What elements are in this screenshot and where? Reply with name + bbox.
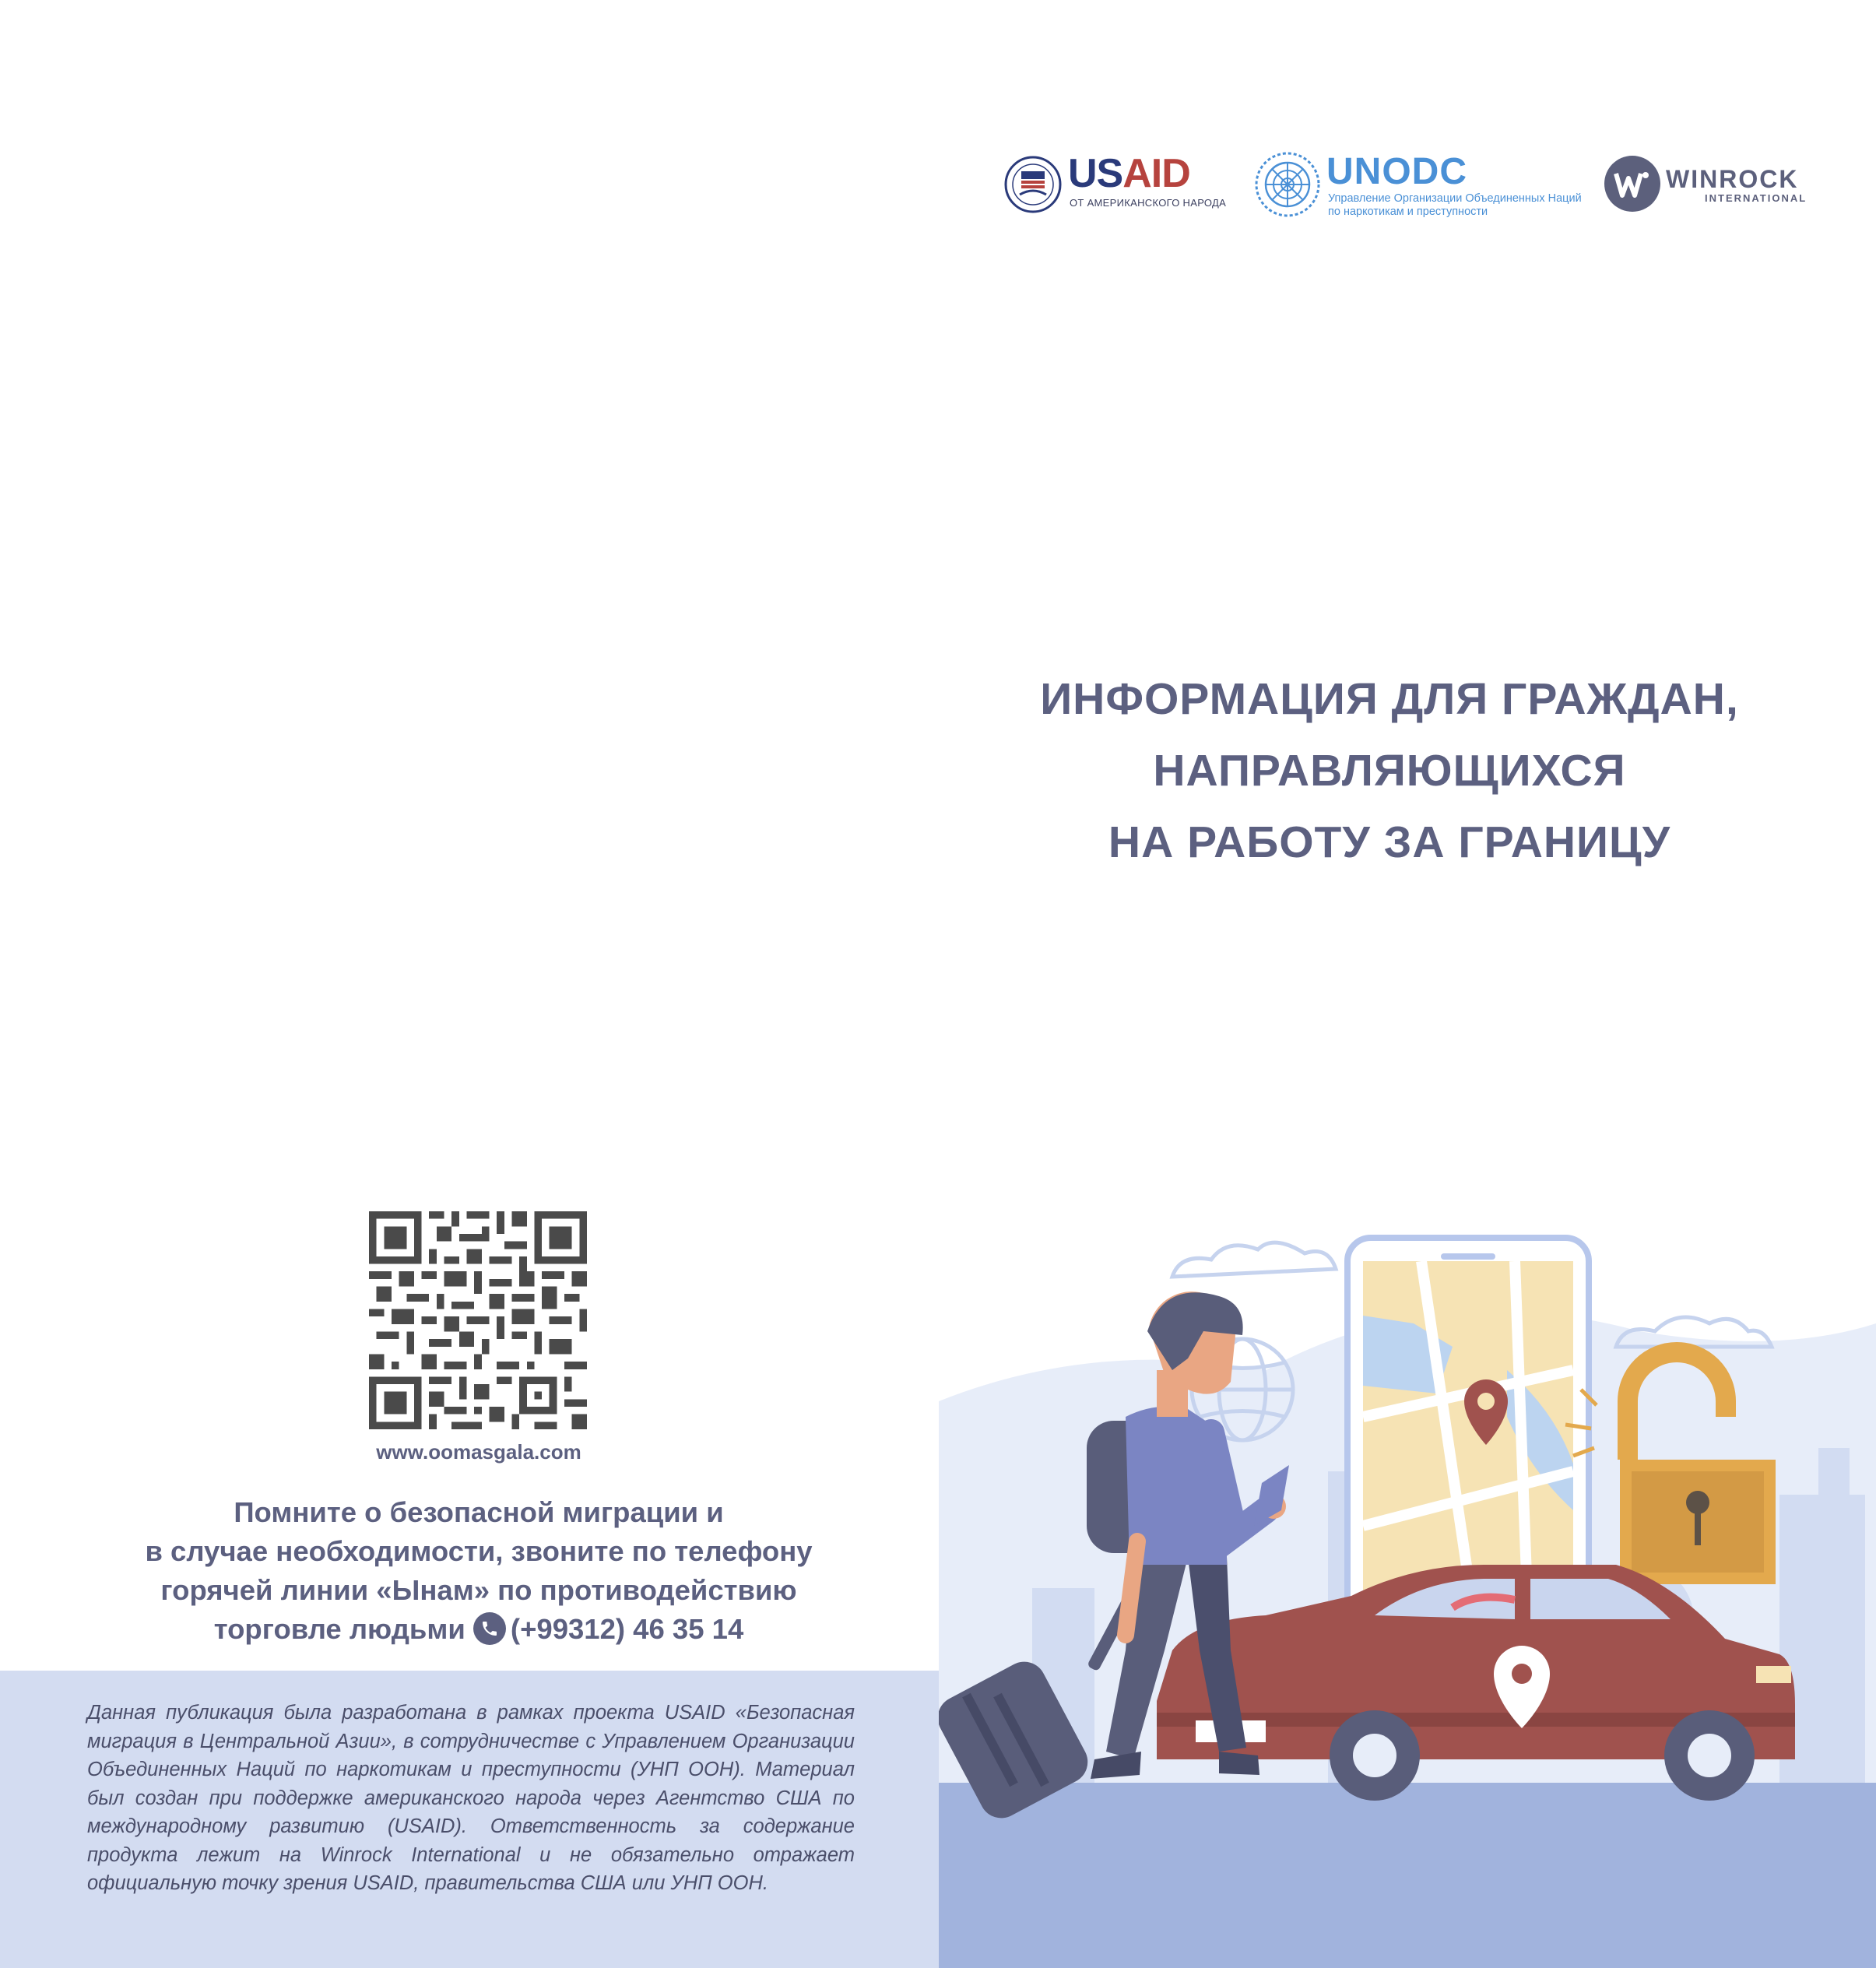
winrock-logo (1604, 152, 1807, 214)
disclaimer-text: Данная публикация была разработана в рамках проекта USAID «Безопасная миграция в Центральной Азии», в сотрудничестве с Управлением Организации Объединенных Наций по наркотикам и преступности (УНП ООН). Материал был создан при поддержке американского народа через Агентство США по международному развитию (USAID). Ответственность за содержание продукта лежит на Winrock International и не обязательно отражает официальную точку зрения USAID, правительства США или УНП ООН. (87, 1702, 855, 1894)
unodc-wordmark: UNODC (1326, 151, 1467, 192)
hotline-line-3: горячей линии «Ынам» по противодействию (160, 1574, 797, 1606)
phone-icon (473, 1612, 506, 1645)
title-line-1: ИНФОРМАЦИЯ ДЛЯ ГРАЖДАН, (1040, 674, 1739, 724)
traveler-illustration (939, 1214, 1876, 1968)
page-title (977, 663, 1802, 878)
website-link[interactable]: www.oomasgala.com (376, 1440, 581, 1464)
usaid-wordmark: USAID (1068, 151, 1190, 196)
usaid-logo (1004, 151, 1227, 214)
hotline-message (86, 1493, 872, 1649)
usaid-tagline: ОТ АМЕРИКАНСКОГО НАРОДА (1070, 197, 1227, 209)
unodc-subtitle: Управление Организации Объединенных Наций по наркотикам и преступности (1328, 192, 1582, 218)
illustration-scene (939, 1214, 1876, 1968)
hotline-line-2: в случае необходимости, звоните по телефону (145, 1535, 813, 1567)
un-emblem-icon (1255, 152, 1320, 217)
partner-logos (1004, 151, 1807, 222)
title-line-3: НА РАБОТУ ЗА ГРАНИЦУ (1108, 817, 1671, 867)
hotline-phone[interactable]: (+99312) 46 35 14 (510, 1613, 744, 1645)
unodc-logo (1255, 152, 1582, 222)
usaid-seal-icon (1004, 156, 1062, 213)
disclaimer-panel (0, 1671, 939, 1968)
winrock-wordmark: WINROCK (1666, 165, 1799, 193)
qr-code[interactable] (369, 1211, 587, 1429)
hotline-line-1: Помните о безопасной миграции и (234, 1496, 724, 1528)
title-line-2: НАПРАВЛЯЮЩИХСЯ (1153, 746, 1626, 796)
winrock-subtitle: INTERNATIONAL (1705, 192, 1807, 204)
hotline-line-4: торговле людьми (+99312) 46 35 14 (213, 1613, 744, 1645)
winrock-mark-icon (1604, 155, 1661, 213)
